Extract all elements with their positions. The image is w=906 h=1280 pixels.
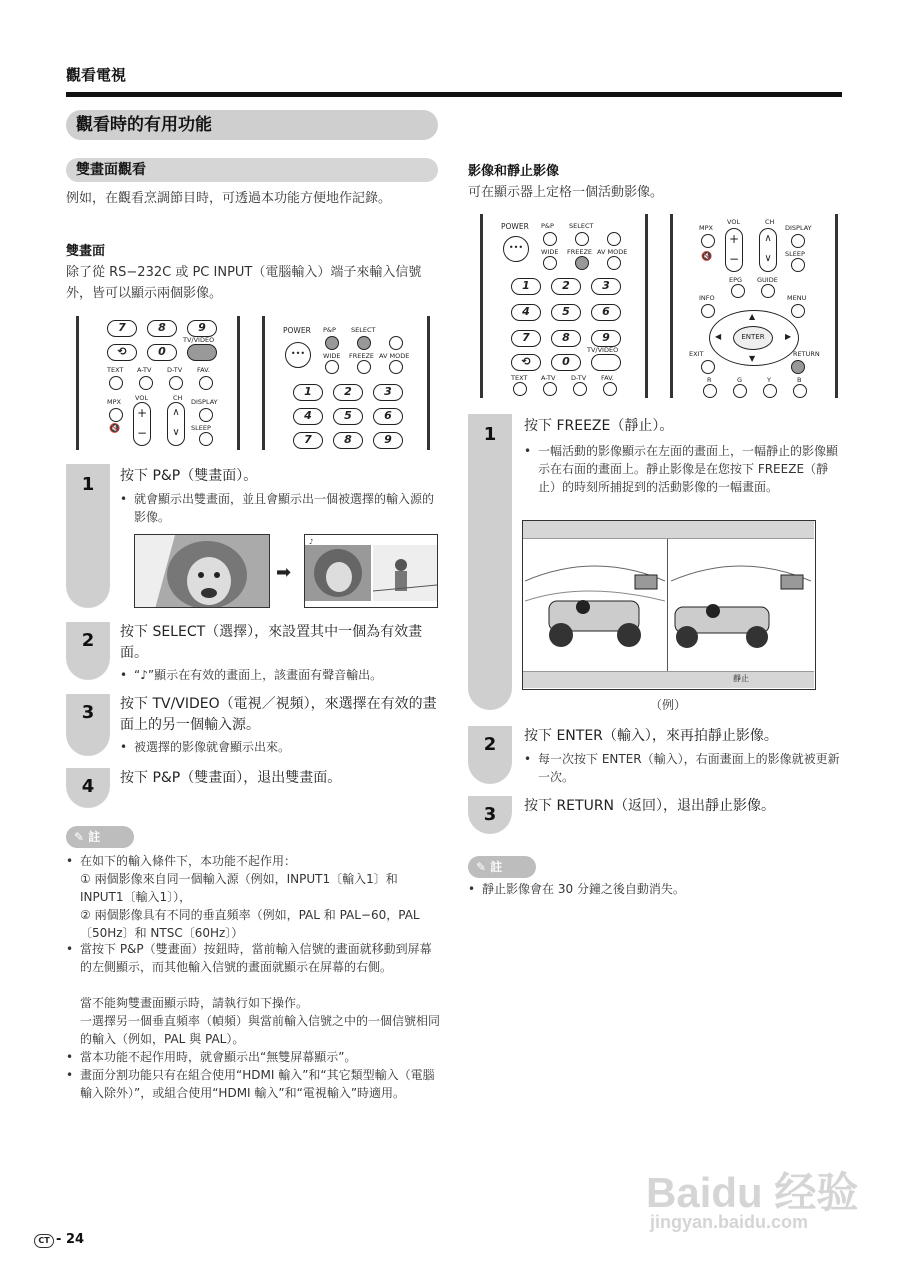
vol-label: VOL [135, 394, 149, 402]
bullet-dot: • [66, 854, 74, 868]
note-subitem: ① 兩個影像來自同一個輸入源（例如，INPUT1〔輸入1〕和 INPUT1〔輸入1〕）， [80, 872, 398, 904]
note-badge [468, 856, 536, 878]
b-label: B [797, 376, 802, 384]
bullet-dot: • [468, 882, 476, 896]
screen-divider [667, 539, 668, 671]
pp-label: P&P [541, 222, 554, 230]
digit-4-button: 4 [293, 408, 323, 425]
baidu-watermark: Baidu 经验 [646, 1169, 859, 1216]
example-caption: （例） [650, 698, 687, 712]
tvvideo-label: TV/VIDEO [183, 336, 215, 344]
note-label: 註 [88, 830, 101, 844]
select-label: SELECT [351, 326, 376, 334]
power-button: ••• [285, 342, 311, 368]
bullet-dot: • [66, 942, 74, 956]
step-number: 2 [81, 630, 95, 651]
exit-label: EXIT [689, 350, 704, 358]
power-button: ••• [503, 236, 529, 262]
page-number: 24 [66, 1232, 85, 1247]
bullet-dot: • [66, 1068, 74, 1082]
bullet-dot: • [120, 492, 128, 506]
note-badge [66, 826, 134, 848]
mpx-label: MPX [699, 224, 713, 232]
subtitle-button [389, 336, 403, 350]
avmode-label: AV MODE [597, 248, 628, 256]
flashback-button: ⟲ [107, 344, 137, 361]
power-label: POWER [501, 222, 529, 231]
atv-button [139, 376, 153, 390]
step-bar-1 [468, 414, 512, 710]
fav-label: FAV. [197, 366, 210, 374]
step-bullet [120, 490, 440, 526]
page-header-title: 觀看電視 [66, 66, 127, 84]
note-icon: ✎ [74, 830, 89, 844]
note-item [66, 1048, 442, 1066]
r-label: R [707, 376, 712, 384]
step-bullet [524, 442, 844, 496]
note-subitem: 一選擇另一個垂直頻率（幀頻）與當前輸入信號之中的一個信號相同的輸入（例如，PAL 與 PAL）。 [80, 1014, 441, 1046]
flashback-button: ⟲ [511, 354, 541, 371]
bullet-text: “♪”顯示在有效的畫面上，該畫面有聲音輸出。 [134, 668, 383, 682]
select-button [357, 336, 371, 350]
step-number: 3 [81, 702, 95, 723]
remote-illustration-right-b [670, 214, 838, 398]
freeze-button [575, 256, 589, 270]
step-number: 3 [483, 804, 497, 825]
digit-0-button: 0 [147, 344, 177, 361]
sleep-button [199, 432, 213, 446]
dual-sub-heading: 雙畫面 [66, 244, 106, 259]
info-label: INFO [699, 294, 715, 302]
digit-6-button: 6 [373, 408, 403, 425]
bullet-text: 被選擇的影像就會顯示出來。 [134, 740, 291, 754]
text-label: TEXT [107, 366, 124, 374]
blue-button [793, 384, 807, 398]
still-image [671, 551, 811, 661]
vol-rocker: + − [725, 228, 743, 272]
note-icon: ✎ [476, 860, 491, 874]
avmode-button [607, 256, 621, 270]
avmode-label: AV MODE [379, 352, 410, 360]
dtv-label: D-TV [571, 374, 587, 382]
step-instruction: 按下 SELECT（選擇），來設置其中一個為有效畫面。 [120, 624, 423, 661]
freeze-label: FREEZE [349, 352, 375, 360]
digit-3-button: 3 [373, 384, 403, 401]
note-item [468, 880, 840, 898]
ch-rocker: ∧ ∨ [167, 402, 185, 446]
step-instruction: 按下 FREEZE（靜止）。 [524, 418, 674, 434]
text-button [109, 376, 123, 390]
guide-label: GUIDE [757, 276, 778, 284]
menu-button [791, 304, 805, 318]
step-instruction: 按下 TV/VIDEO（電視／視頻），來選擇在有效的畫面上的另一個輸入源。 [120, 696, 437, 733]
g-label: G [737, 376, 743, 384]
still-label: 靜止 [733, 674, 749, 683]
moving-image [525, 551, 665, 661]
header-rule [66, 92, 842, 97]
digit-7-button: 7 [293, 432, 323, 449]
freeze-intro: 可在顯示器上定格一個活動影像。 [468, 185, 664, 200]
ch-rocker: ∧ ∨ [759, 228, 777, 272]
return-button [791, 360, 805, 374]
note-text: 在如下的輸入條件下，本功能不起作用： [80, 854, 297, 868]
digit-3-button: 3 [591, 278, 621, 295]
avmode-button [389, 360, 403, 374]
atv-button [543, 382, 557, 396]
epg-button [731, 284, 745, 298]
wide-label: WIDE [541, 248, 559, 256]
freeze-button [357, 360, 371, 374]
display-button [791, 234, 805, 248]
arrow-right-icon: ▶ [785, 332, 792, 341]
return-label: RETURN [793, 350, 820, 358]
text-label: TEXT [511, 374, 528, 382]
mpx-label: MPX [107, 398, 121, 406]
step-bullet [120, 666, 450, 684]
info-button [701, 304, 715, 318]
sleep-label: SLEEP [785, 250, 805, 258]
note-text: 靜止影像會在 30 分鐘之後自動消失。 [482, 882, 685, 896]
note-text: 當按下 P&P（雙畫面）按鈕時，當前輸入信號的畫面就移動到屏幕的左側顯示，而其他輸入信號的畫面就顯示在屏幕的右側。 [80, 942, 432, 974]
wide-label: WIDE [323, 352, 341, 360]
dtv-button [169, 376, 183, 390]
yellow-button [763, 384, 777, 398]
select-button [575, 232, 589, 246]
mute-icon: 🔇 [701, 252, 713, 262]
remote-illustration-left-b [262, 316, 430, 450]
dual-view-title: 雙畫面觀看 [66, 158, 438, 182]
dual-screen-image [304, 534, 438, 608]
language-badge: CT [34, 1234, 54, 1248]
freeze-example-screen [522, 520, 816, 690]
vol-label: VOL [727, 218, 741, 226]
wide-button [325, 360, 339, 374]
note-item [66, 852, 442, 870]
lion-image [135, 535, 270, 608]
single-screen-image [134, 534, 270, 608]
note-label: 註 [490, 860, 503, 874]
step-number: 4 [81, 776, 95, 797]
y-label: Y [767, 376, 771, 384]
digit-1-button: 1 [293, 384, 323, 401]
ch-label: CH [765, 218, 775, 226]
pp-button [543, 232, 557, 246]
arrow-up-icon: ▲ [749, 312, 756, 321]
bullet-text: 每一次按下 ENTER（輸入），右面畫面上的影像就被更新一次。 [538, 752, 840, 784]
red-button [703, 384, 717, 398]
note-item [66, 1066, 442, 1102]
arrow-right-icon: ➡ [276, 562, 292, 583]
dual-description: 除了從 RS−232C 或 PC INPUT（電腦輸入）端子來輸入信號外，皆可以顯示兩個影像。 [66, 265, 422, 301]
bullet-text: 一幅活動的影像顯示在左面的畫面上，一幅靜止的影像顯示在右面的畫面上。靜止影像是在您按下 FREEZE（靜止）的時刻所捕捉到的活動影像的一幅畫面。 [538, 444, 839, 494]
digit-7-button: 7 [511, 330, 541, 347]
mute-icon: 🔇 [109, 424, 121, 434]
note-item [66, 940, 442, 976]
digit-1-button: 1 [511, 278, 541, 295]
note-subitem: ② 兩個影像具有不同的垂直頻率（例如，PAL 和 PAL−60，PAL〔50Hz〕和 NTSC〔60Hz〕） [80, 908, 420, 940]
digit-9-button: 9 [591, 330, 621, 347]
note-text: 當本功能不起作用時，就會顯示出“無雙屏幕顯示”。 [80, 1050, 357, 1064]
digit-2-button: 2 [551, 278, 581, 295]
text-button [513, 382, 527, 396]
section-title: 觀看時的有用功能 [66, 110, 438, 140]
screen-top-bar [523, 521, 814, 539]
vol-rocker: + − [133, 402, 151, 446]
subtitle-button [607, 232, 621, 246]
bullet-dot: • [120, 668, 128, 682]
freeze-title: 影像和靜止影像 [468, 164, 560, 179]
atv-label: A-TV [541, 374, 556, 382]
ch-label: CH [173, 394, 183, 402]
digit-8-button: 8 [551, 330, 581, 347]
fav-button [199, 376, 213, 390]
arrow-down-icon: ▼ [749, 354, 756, 363]
power-label: POWER [283, 326, 311, 335]
digit-6-button: 6 [591, 304, 621, 321]
svg-text:♪: ♪ [309, 538, 314, 546]
mpx-button [701, 234, 715, 248]
mpx-button [109, 408, 123, 422]
sleep-button [791, 258, 805, 272]
exit-button [701, 360, 715, 374]
wide-button [543, 256, 557, 270]
enter-button: ENTER [733, 326, 773, 350]
select-label: SELECT [569, 222, 594, 230]
digit-5-button: 5 [551, 304, 581, 321]
step-bullet [120, 738, 440, 756]
step-bullet [524, 750, 844, 786]
bullet-text: 就會顯示出雙畫面，並且會顯示出一個被選擇的輸入源的影像。 [134, 492, 435, 524]
digit-5-button: 5 [333, 408, 363, 425]
guide-button [761, 284, 775, 298]
step-instruction: 按下 RETURN（返回），退出靜止影像。 [524, 798, 776, 814]
menu-label: MENU [787, 294, 807, 302]
bullet-dot: • [524, 444, 532, 458]
digit-8-button: 8 [333, 432, 363, 449]
dual-view-intro: 例如，在觀看烹調節目時，可透過本功能方便地作記錄。 [66, 191, 392, 206]
remote-illustration-right-a [480, 214, 648, 398]
arrow-left-icon: ◀ [715, 332, 722, 341]
pp-label: P&P [323, 326, 336, 334]
pp-button [325, 336, 339, 350]
tvvideo-button [591, 354, 621, 371]
digit-9-button: 9 [187, 320, 217, 337]
bullet-dot: • [524, 752, 532, 766]
step-number: 1 [81, 474, 95, 495]
note-subitem: 當不能夠雙畫面顯示時，請執行如下操作。 [80, 996, 309, 1010]
digit-4-button: 4 [511, 304, 541, 321]
display-button [199, 408, 213, 422]
atv-label: A-TV [137, 366, 152, 374]
digit-0-button: 0 [551, 354, 581, 371]
display-label: DISPLAY [191, 398, 218, 406]
sleep-label: SLEEP [191, 424, 211, 432]
digit-7-button: 7 [107, 320, 137, 337]
tvvideo-button [187, 344, 217, 361]
tvvideo-label: TV/VIDEO [587, 346, 619, 354]
watermark-url: jingyan.baidu.com [650, 1212, 809, 1232]
screen-bottom-bar [523, 671, 814, 688]
step-instruction: 按下 P&P（雙畫面）。 [120, 468, 258, 484]
fav-label: FAV. [601, 374, 614, 382]
step-number: 2 [483, 734, 497, 755]
remote-illustration-left-a [76, 316, 240, 450]
freeze-label: FREEZE [567, 248, 593, 256]
step-instruction: 按下 P&P（雙畫面），退出雙畫面。 [120, 770, 342, 786]
step-instruction: 按下 ENTER（輸入），來再拍靜止影像。 [524, 728, 778, 744]
note-text: 畫面分割功能只有在組合使用“HDMI 輸入”和“其它類型輸入（電腦輸入除外）”，或組合使用“HDMI 輸入”和“電視輸入”時適用。 [80, 1068, 435, 1100]
display-label: DISPLAY [785, 224, 812, 232]
dtv-button [573, 382, 587, 396]
bullet-dot: • [120, 740, 128, 754]
digit-9-button: 9 [373, 432, 403, 449]
green-button [733, 384, 747, 398]
fav-button [603, 382, 617, 396]
dual-screen-content [305, 535, 438, 608]
digit-2-button: 2 [333, 384, 363, 401]
epg-label: EPG [729, 276, 743, 284]
dtv-label: D-TV [167, 366, 183, 374]
page-dash: - [56, 1232, 62, 1247]
digit-8-button: 8 [147, 320, 177, 337]
step-number: 1 [483, 424, 497, 445]
bullet-dot: • [66, 1050, 74, 1064]
